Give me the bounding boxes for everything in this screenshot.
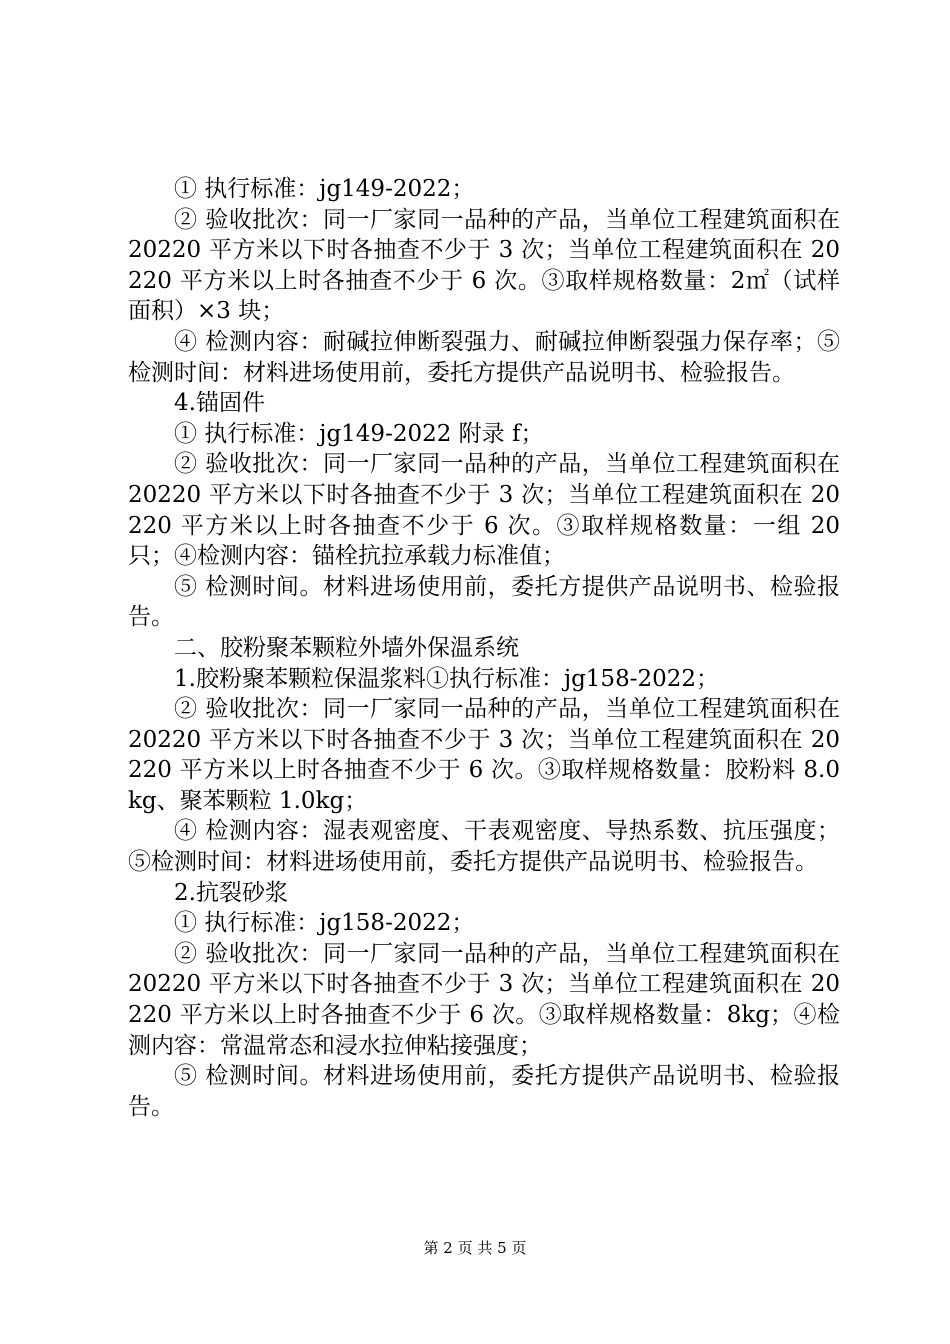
document-body: [128, 174, 840, 1122]
paragraph-acceptance-batch: ② 验收批次：同一厂家同一品种的产品，当单位工程建筑面积在 20220 平方米以下时各抽查不少于 3 次；当单位工程建筑面积在 20220 平方米以上时各抽查不少于 6 次。③取样规格数量：一组 20 只；④检测内容：锚栓抗拉承载力标准值；: [128, 451, 840, 570]
paragraph-test-time: ⑤ 检测时间。材料进场使用前，委托方提供产品说明书、检验报告。: [128, 573, 840, 631]
paragraph-acceptance-batch: ② 验收批次：同一厂家同一品种的产品，当单位工程建筑面积在 20220 平方米以下时各抽查不少于 3 次；当单位工程建筑面积在 20220 平方米以上时各抽查不少于 6 次。③取样规格数量：2㎡（试样面积）×3 块；: [128, 206, 840, 325]
chapter-heading: 二、胶粉聚苯颗粒外墙外保温系统: [174, 634, 519, 661]
paragraph-acceptance-batch: ② 验收批次：同一厂家同一品种的产品，当单位工程建筑面积在 20220 平方米以下时各抽查不少于 3 次；当单位工程建筑面积在 20220 平方米以上时各抽查不少于 6 次。③取样规格数量：胶粉料 8.0kg、聚苯颗粒 1.0kg；: [128, 696, 840, 814]
paragraph-acceptance-batch: ② 验收批次：同一厂家同一品种的产品，当单位工程建筑面积在 20220 平方米以下时各抽查不少于 3 次；当单位工程建筑面积在 20220 平方米以上时各抽查不少于 6 次。③取样规格数量：8kg；④检测内容：常温常态和浸水拉伸粘接强度；: [128, 940, 840, 1059]
section-heading-mortar: 1.胶粉聚苯颗粒保温浆料①执行标准：jg158-2022；: [174, 665, 720, 692]
section-heading-crack-mortar: 2.抗裂砂浆: [174, 879, 288, 906]
paragraph-standard: ① 执行标准：jg158-2022；: [174, 910, 475, 937]
section-heading-anchor: 4.锚固件: [174, 390, 265, 417]
paragraph-test-content: ④ 检测内容：湿表观密度、干表观密度、导热系数、抗压强度；⑤检测时间：材料进场使用前，委托方提供产品说明书、检验报告。: [128, 818, 840, 876]
paragraph-standard: ① 执行标准：jg149-2022；: [174, 176, 475, 202]
paragraph-standard: ① 执行标准：jg149-2022 附录 f；: [174, 420, 544, 447]
page-footer: 第 2 页 共 5 页: [423, 1239, 527, 1257]
paragraph-test-time: ⑤ 检测时间。材料进场使用前，委托方提供产品说明书、检验报告。: [128, 1063, 840, 1120]
paragraph-test-content: ④ 检测内容：耐碱拉伸断裂强力、耐碱拉伸断裂强力保存率；⑤检测时间：材料进场使用前，委托方提供产品说明书、检验报告。: [128, 328, 840, 386]
